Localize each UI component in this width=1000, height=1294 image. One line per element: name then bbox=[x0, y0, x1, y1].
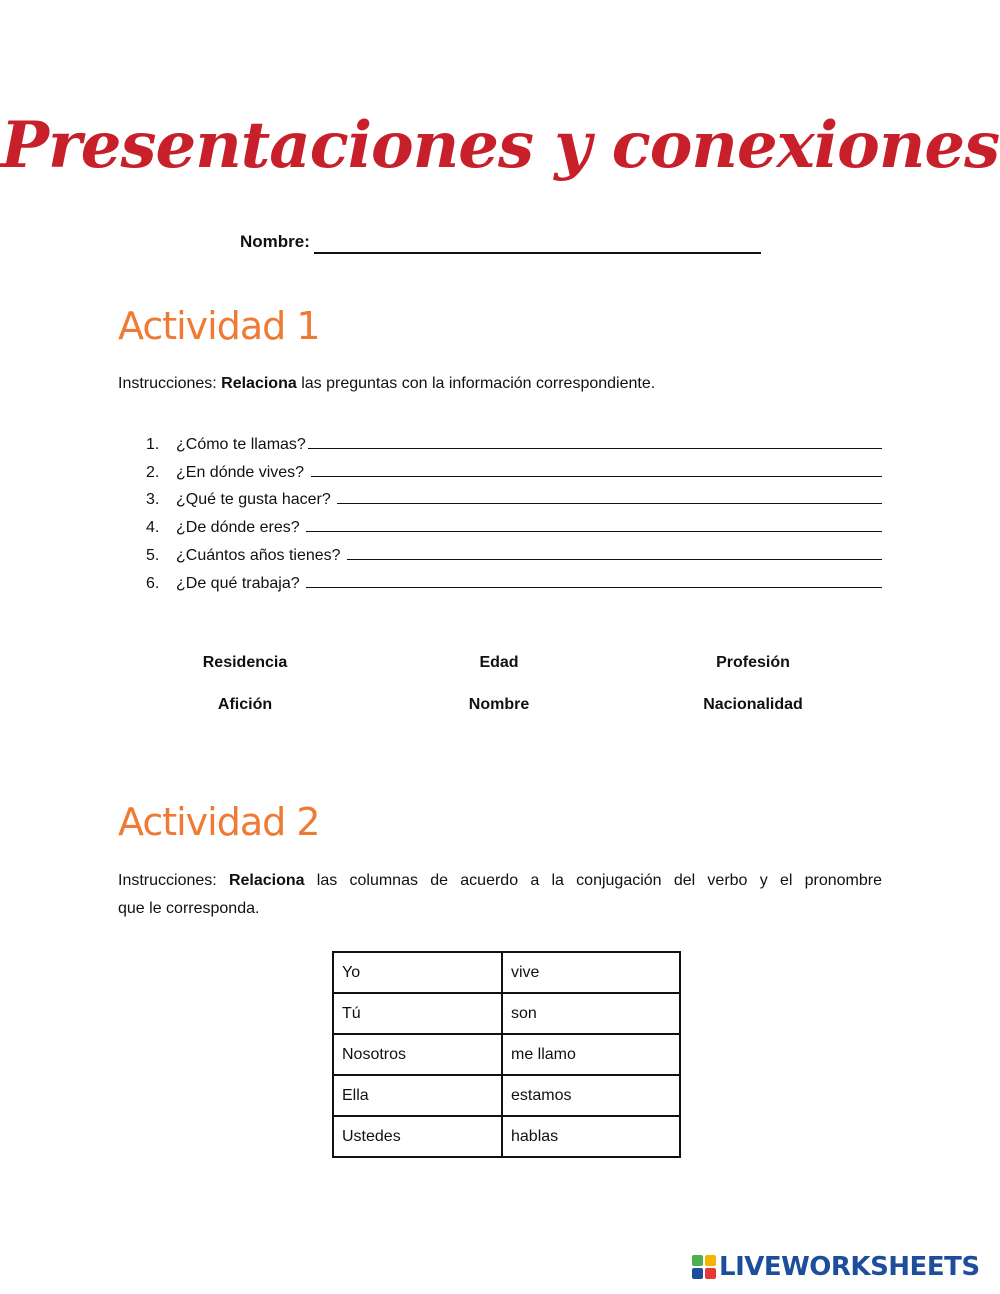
question-text: ¿De dónde eres? bbox=[176, 519, 305, 537]
answer-blank[interactable] bbox=[308, 448, 882, 449]
pronoun-cell[interactable]: Ella bbox=[333, 1075, 502, 1116]
instructions-line-2: que le corresponda. bbox=[118, 900, 260, 917]
question-item bbox=[146, 482, 882, 510]
question-number: 6. bbox=[146, 574, 160, 592]
word-bank-item[interactable]: Residencia bbox=[202, 654, 288, 671]
name-blank-line[interactable] bbox=[314, 252, 761, 254]
pronoun-cell[interactable]: Tú bbox=[333, 993, 502, 1034]
word-bank-item[interactable]: Nacionalidad bbox=[703, 696, 803, 713]
word-bank-item[interactable]: Nombre bbox=[468, 696, 530, 713]
instructions-line-1 bbox=[118, 867, 882, 895]
instructions-rest: las preguntas con la información correspondiente. bbox=[296, 375, 656, 392]
question-item bbox=[146, 537, 882, 565]
table-row bbox=[333, 993, 680, 1034]
instructions-verb: Relaciona bbox=[221, 375, 297, 392]
table-row bbox=[333, 952, 680, 993]
name-label: Nombre: bbox=[240, 232, 310, 251]
word-bank-item[interactable]: Afición bbox=[217, 696, 273, 713]
activity-1-heading: Actividad 1 bbox=[118, 304, 320, 348]
question-number: 1. bbox=[146, 435, 160, 453]
liveworksheets-brand bbox=[692, 1252, 980, 1282]
word-bank-item[interactable]: Edad bbox=[479, 654, 519, 671]
answer-blank[interactable] bbox=[337, 503, 882, 504]
table-row bbox=[333, 1116, 680, 1157]
verb-cell[interactable]: vive bbox=[502, 952, 680, 993]
question-number: 4. bbox=[146, 519, 160, 537]
question-item bbox=[146, 509, 882, 537]
answer-blank[interactable] bbox=[347, 559, 882, 560]
instructions-prefix: Instrucciones: bbox=[118, 375, 222, 392]
word-bank bbox=[118, 654, 882, 738]
table-row bbox=[333, 1034, 680, 1075]
question-text: ¿Cómo te llamas? bbox=[176, 435, 306, 453]
verb-cell[interactable]: son bbox=[502, 993, 680, 1034]
brand-name: LIVEWORKSHEETS bbox=[719, 1252, 980, 1282]
activity-1-instructions bbox=[118, 370, 655, 398]
question-number: 3. bbox=[146, 491, 160, 509]
question-list bbox=[146, 426, 882, 593]
question-text: ¿Qué te gusta hacer? bbox=[176, 491, 336, 509]
question-item bbox=[146, 426, 882, 454]
question-text: ¿Cuántos años tienes? bbox=[176, 546, 345, 564]
activity-2-heading: Actividad 2 bbox=[118, 800, 320, 844]
question-number: 5. bbox=[146, 546, 160, 564]
table-row bbox=[333, 1075, 680, 1116]
verb-cell[interactable]: estamos bbox=[502, 1075, 680, 1116]
question-text: ¿En dónde vives? bbox=[176, 463, 309, 481]
verb-cell[interactable]: hablas bbox=[502, 1116, 680, 1157]
word-bank-row bbox=[118, 696, 882, 738]
question-number: 2. bbox=[146, 463, 160, 481]
instructions-prefix: Instrucciones: bbox=[118, 872, 229, 889]
answer-blank[interactable] bbox=[306, 587, 882, 588]
conjugation-table bbox=[332, 951, 681, 1158]
instructions-verb: Relaciona bbox=[228, 872, 305, 889]
question-text: ¿De qué trabaja? bbox=[176, 574, 305, 592]
question-item bbox=[146, 565, 882, 593]
answer-blank[interactable] bbox=[311, 476, 882, 477]
activity-2-instructions bbox=[118, 867, 882, 923]
verb-cell[interactable]: me llamo bbox=[502, 1034, 680, 1075]
word-bank-item[interactable]: Profesión bbox=[716, 654, 790, 671]
word-bank-row bbox=[118, 654, 882, 696]
question-item bbox=[146, 454, 882, 482]
answer-blank[interactable] bbox=[306, 531, 882, 532]
instructions-rest: las columnas de acuerdo a la conjugación del verbo y el pronombre bbox=[304, 872, 883, 889]
pronoun-cell[interactable]: Nosotros bbox=[333, 1034, 502, 1075]
pronoun-cell[interactable]: Ustedes bbox=[333, 1116, 502, 1157]
pronoun-cell[interactable]: Yo bbox=[333, 952, 502, 993]
worksheet-title: Presentaciones y conexiones bbox=[0, 108, 1000, 183]
liveworksheets-logo-icon bbox=[692, 1255, 716, 1279]
